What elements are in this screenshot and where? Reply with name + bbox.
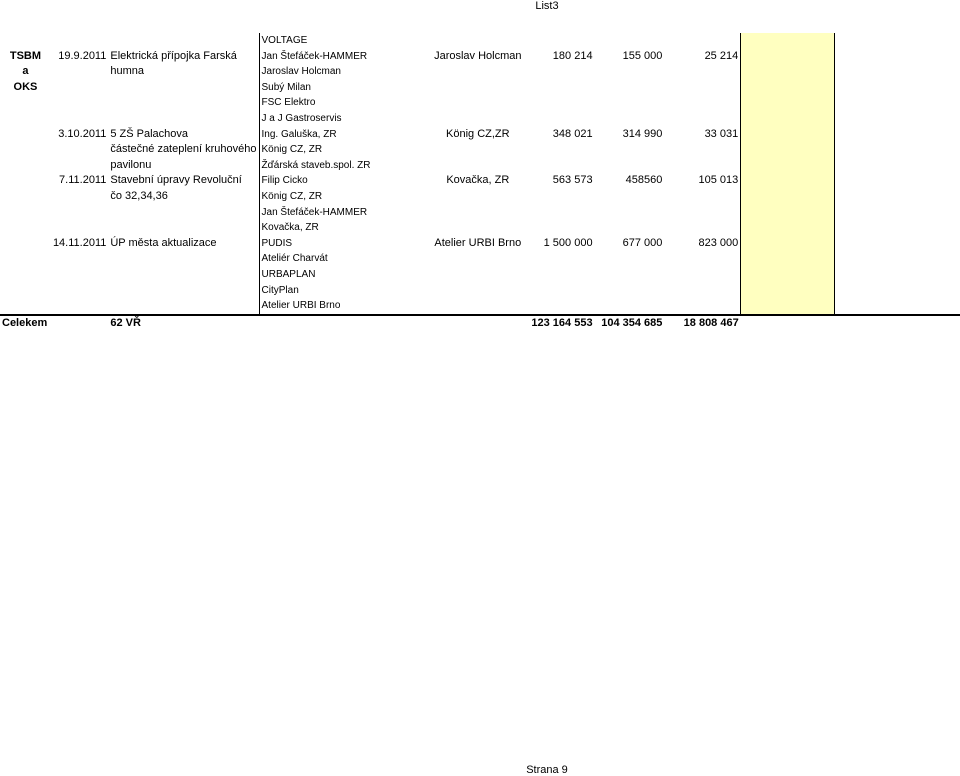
date-cell — [51, 80, 108, 96]
winner-cell — [431, 33, 525, 49]
highlight-cell — [741, 173, 835, 189]
estimated-price-cell — [525, 95, 595, 111]
winner-cell — [431, 80, 525, 96]
estimated-price-cell — [525, 158, 595, 174]
date-cell: 19.9.2011 — [58, 49, 107, 62]
highlight-cell — [741, 142, 835, 158]
winner-cell — [431, 283, 525, 299]
table-row — [0, 220, 960, 236]
saving-cell: 25 214 — [704, 49, 739, 62]
contract-price-cell: 458560 — [625, 174, 663, 187]
contract-price-cell — [595, 158, 665, 174]
empty-cell — [834, 80, 960, 96]
date-cell — [51, 64, 108, 80]
saving-cell: 105 013 — [698, 174, 739, 187]
total-label: Celekem — [2, 316, 48, 329]
highlight-cell — [741, 111, 835, 127]
participant-cell: Žďárská staveb.spol. ZR — [259, 158, 431, 174]
saving-cell — [664, 298, 740, 315]
participant-cell: VOLTAGE — [259, 33, 431, 49]
description-cell: Stavební úpravy Revoluční — [110, 174, 242, 187]
empty-cell — [834, 173, 960, 189]
winner-cell: Jaroslav Holcman — [434, 49, 522, 62]
empty-cell — [834, 267, 960, 283]
total-estimated: 123 164 553 — [531, 316, 593, 329]
description-cell — [108, 298, 259, 315]
winner-cell — [431, 158, 525, 174]
description-cell — [108, 283, 259, 299]
description-cell: částečné zateplení kruhového — [110, 143, 257, 156]
group-cell — [0, 236, 51, 252]
empty-cell — [834, 33, 960, 49]
winner-cell — [431, 267, 525, 283]
table-row — [0, 49, 960, 65]
empty-cell — [834, 158, 960, 174]
group-cell — [0, 158, 51, 174]
description-cell — [108, 205, 259, 221]
contract-price-cell — [595, 95, 665, 111]
empty-cell — [834, 189, 960, 205]
total-blank — [51, 315, 108, 332]
total-blank — [431, 315, 525, 332]
participant-cell: URBAPLAN — [259, 267, 431, 283]
table-row — [0, 64, 960, 80]
contract-price-cell — [595, 80, 665, 96]
saving-cell — [664, 80, 740, 96]
total-contract: 104 354 685 — [601, 316, 663, 329]
table-row — [0, 142, 960, 158]
participant-cell: König CZ, ZR — [259, 189, 431, 205]
date-cell — [51, 220, 108, 236]
winner-cell — [431, 95, 525, 111]
highlight-cell — [741, 251, 835, 267]
date-cell — [51, 205, 108, 221]
group-cell — [0, 127, 51, 143]
description-cell: ÚP města aktualizace — [110, 236, 217, 249]
empty-cell — [834, 298, 960, 315]
estimated-price-cell — [525, 205, 595, 221]
estimated-price-cell — [525, 220, 595, 236]
saving-cell — [664, 33, 740, 49]
highlight-cell — [741, 33, 835, 49]
highlight-cell — [741, 80, 835, 96]
empty-cell — [834, 49, 960, 65]
table-row — [0, 205, 960, 221]
highlight-cell — [741, 64, 835, 80]
saving-cell — [664, 283, 740, 299]
description-cell — [108, 33, 259, 49]
saving-cell — [664, 205, 740, 221]
table-row — [0, 251, 960, 267]
winner-cell — [431, 205, 525, 221]
contract-price-cell — [595, 267, 665, 283]
table-row — [0, 158, 960, 174]
group-cell: OKS — [13, 80, 38, 93]
table-row — [0, 236, 960, 252]
contract-price-cell — [595, 33, 665, 49]
contract-price-cell: 677 000 — [622, 236, 663, 249]
group-cell — [0, 189, 51, 205]
date-cell: 7.11.2011 — [59, 174, 107, 187]
description-cell: Elektrická přípojka Farská — [110, 49, 237, 62]
saving-cell — [664, 220, 740, 236]
group-cell — [0, 220, 51, 236]
estimated-price-cell — [525, 111, 595, 127]
winner-cell — [431, 298, 525, 315]
saving-cell: 823 000 — [698, 236, 739, 249]
empty-cell — [834, 95, 960, 111]
description-cell: čo 32,34,36 — [110, 189, 168, 202]
saving-cell — [664, 158, 740, 174]
contract-price-cell — [595, 220, 665, 236]
empty-cell — [834, 220, 960, 236]
highlight-cell — [741, 127, 835, 143]
group-cell — [0, 267, 51, 283]
highlight-cell — [741, 220, 835, 236]
participant-cell: Kovačka, ZR — [259, 220, 431, 236]
group-cell — [0, 111, 51, 127]
table-row — [0, 267, 960, 283]
empty-cell — [834, 111, 960, 127]
description-cell: pavilonu — [110, 158, 152, 171]
participant-cell: Ing. Galuška, ZR — [259, 127, 431, 143]
highlight-cell — [741, 283, 835, 299]
estimated-price-cell — [525, 298, 595, 315]
empty-cell — [834, 64, 960, 80]
highlight-cell — [741, 205, 835, 221]
description-cell — [108, 80, 259, 96]
highlight-cell — [741, 267, 835, 283]
group-cell: TSBM — [9, 49, 42, 62]
date-cell — [51, 298, 108, 315]
saving-cell — [664, 142, 740, 158]
participant-cell: Subý Milan — [259, 80, 431, 96]
group-cell — [0, 283, 51, 299]
date-cell — [51, 267, 108, 283]
group-cell — [0, 251, 51, 267]
total-blank — [259, 315, 431, 332]
participant-cell: König CZ, ZR — [259, 142, 431, 158]
winner-cell: Atelier URBI Brno — [434, 236, 522, 249]
table-row — [0, 127, 960, 143]
contract-price-cell: 155 000 — [622, 49, 663, 62]
date-cell — [51, 95, 108, 111]
total-saving: 18 808 467 — [683, 316, 739, 329]
estimated-price-cell — [525, 33, 595, 49]
highlight-cell — [741, 236, 835, 252]
contract-price-cell — [595, 298, 665, 315]
group-cell — [0, 205, 51, 221]
contract-price-cell — [595, 205, 665, 221]
estimated-price-cell — [525, 142, 595, 158]
participant-cell: FSC Elektro — [259, 95, 431, 111]
saving-cell — [664, 111, 740, 127]
contract-price-cell — [595, 111, 665, 127]
contract-price-cell — [595, 142, 665, 158]
group-cell — [0, 33, 51, 49]
table-row — [0, 189, 960, 205]
contract-price-cell — [595, 189, 665, 205]
participant-cell: CityPlan — [259, 283, 431, 299]
group-cell — [0, 173, 51, 189]
report-table — [0, 33, 960, 331]
date-cell: 14.11.2011 — [52, 236, 107, 249]
table-row — [0, 173, 960, 189]
participant-cell: Atelier URBI Brno — [259, 298, 431, 315]
winner-cell — [431, 142, 525, 158]
contract-price-cell — [595, 251, 665, 267]
estimated-price-cell: 563 573 — [552, 174, 593, 187]
empty-cell — [834, 205, 960, 221]
description-cell — [108, 95, 259, 111]
highlight-cell — [741, 189, 835, 205]
sheet-title: List3 — [535, 0, 559, 12]
description-cell: 5 ZŠ Palachova — [110, 127, 189, 140]
participant-cell: Jan Štefáček-HAMMER — [259, 205, 431, 221]
table-row — [0, 33, 960, 49]
participant-cell: Jaroslav Holcman — [259, 64, 431, 80]
winner-cell — [431, 220, 525, 236]
table-row — [0, 95, 960, 111]
winner-cell — [431, 189, 525, 205]
date-cell: 3.10.2011 — [58, 127, 107, 140]
date-cell — [51, 142, 108, 158]
estimated-price-cell — [525, 283, 595, 299]
estimated-price-cell — [525, 189, 595, 205]
estimated-price-cell: 180 214 — [552, 49, 593, 62]
saving-cell: 33 031 — [704, 127, 739, 140]
table-row — [0, 298, 960, 315]
group-cell — [0, 142, 51, 158]
highlight-cell — [741, 298, 835, 315]
saving-cell — [664, 95, 740, 111]
saving-cell — [664, 64, 740, 80]
description-cell — [108, 251, 259, 267]
saving-cell — [664, 189, 740, 205]
highlight-cell — [741, 158, 835, 174]
group-cell: a — [22, 65, 29, 78]
estimated-price-cell — [525, 64, 595, 80]
winner-cell — [431, 251, 525, 267]
empty-cell — [834, 127, 960, 143]
total-row — [0, 315, 960, 332]
contract-price-cell: 314 990 — [622, 127, 663, 140]
participant-cell: Filip Cicko — [259, 173, 431, 189]
contract-price-cell — [595, 283, 665, 299]
estimated-price-cell — [525, 80, 595, 96]
empty-cell — [834, 251, 960, 267]
winner-cell — [431, 111, 525, 127]
table-row — [0, 111, 960, 127]
table-row — [0, 283, 960, 299]
page-footer: Strana 9 — [526, 764, 568, 776]
total-count: 62 VŘ — [110, 316, 141, 329]
total-blank — [741, 315, 835, 332]
participant-cell: Ateliér Charvát — [259, 251, 431, 267]
date-cell — [51, 33, 108, 49]
winner-cell: König CZ,ZR — [446, 127, 510, 140]
total-blank — [834, 315, 960, 332]
date-cell — [51, 158, 108, 174]
date-cell — [51, 283, 108, 299]
highlight-cell — [741, 49, 835, 65]
saving-cell — [664, 251, 740, 267]
participant-cell: Jan Štefáček-HAMMER — [259, 49, 431, 65]
description-cell — [108, 220, 259, 236]
date-cell — [51, 111, 108, 127]
description-cell — [108, 267, 259, 283]
empty-cell — [834, 142, 960, 158]
saving-cell — [664, 267, 740, 283]
estimated-price-cell: 348 021 — [552, 127, 593, 140]
date-cell — [51, 189, 108, 205]
contract-price-cell — [595, 64, 665, 80]
empty-cell — [834, 283, 960, 299]
estimated-price-cell — [525, 267, 595, 283]
description-cell: humna — [110, 65, 144, 78]
winner-cell: Kovačka, ZR — [446, 174, 510, 187]
estimated-price-cell — [525, 251, 595, 267]
estimated-price-cell: 1 500 000 — [543, 236, 593, 249]
empty-cell — [834, 236, 960, 252]
group-cell — [0, 298, 51, 315]
date-cell — [51, 251, 108, 267]
group-cell — [0, 95, 51, 111]
participant-cell: PUDIS — [259, 236, 431, 252]
table-row — [0, 80, 960, 96]
winner-cell — [431, 64, 525, 80]
description-cell — [108, 111, 259, 127]
participant-cell: J a J Gastroservis — [259, 111, 431, 127]
highlight-cell — [741, 95, 835, 111]
